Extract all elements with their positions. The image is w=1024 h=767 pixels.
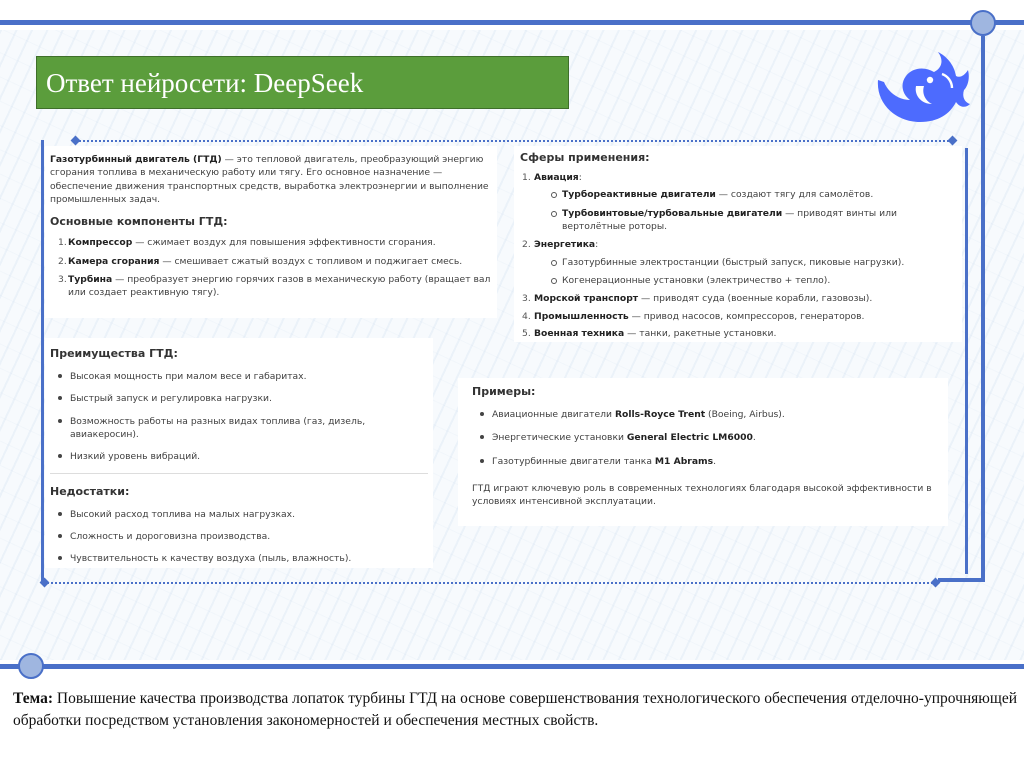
advantages-heading: Преимущества ГТД: bbox=[50, 347, 178, 360]
examples-heading: Примеры: bbox=[472, 385, 536, 398]
list-item: Авиационные двигатели Rolls-Royce Trent (Boeing, Airbus). bbox=[472, 408, 940, 421]
intro-term: Газотурбинный двигатель (ГТД) bbox=[50, 154, 222, 165]
content-frame-left bbox=[41, 140, 44, 583]
bottom-circle-ornament bbox=[18, 653, 44, 679]
components-heading: Основные компоненты ГТД: bbox=[50, 215, 228, 229]
topic-label: Тема: bbox=[13, 690, 53, 707]
list-item: 3. Морской транспорт — приводят суда (военные корабли, газовозы). bbox=[522, 293, 873, 305]
topic-text: Повышение качества производства лопаток турбины ГТД на основе совершенствования технологического обеспечения отделочно-упрочняющей обработки посредством установления закономерностей и обеспечения местных свойств. bbox=[13, 690, 1017, 729]
list-item: 2. Энергетика: Газотурбинные электростанции (быстрый запуск, пиковые нагрузки). Когенерационные установки (электричество + тепло). bbox=[520, 238, 954, 287]
examples-card bbox=[458, 378, 948, 526]
top-rule bbox=[0, 20, 1024, 25]
disadvantages-heading: Недостатки: bbox=[50, 484, 130, 498]
list-item: Энергетические установки General Electric LM6000. bbox=[472, 431, 940, 444]
definition-card bbox=[45, 146, 497, 318]
list-item: 4. Промышленность — привод насосов, компрессоров, генераторов. bbox=[522, 310, 865, 322]
deepseek-whale-logo-icon bbox=[868, 46, 972, 126]
list-item: Быстрый запуск и регулировка нагрузки. bbox=[50, 392, 428, 405]
list-item: Газотурбинные двигатели танка M1 Abrams. bbox=[472, 455, 940, 468]
list-item: 2. Камера сгорания — смешивает сжатый воздух с топливом и поджигает смесь. bbox=[58, 255, 463, 267]
intro-paragraph bbox=[50, 153, 492, 206]
slide-title-box bbox=[36, 56, 569, 109]
list-item: 3. Турбина — преобразует энергию горячих газов в механическую работу (вращает вал или создает реактивную тягу). bbox=[58, 274, 491, 299]
content-frame-right bbox=[965, 148, 968, 574]
pros-cons-card bbox=[45, 338, 433, 568]
sub-list-item: Турбореактивные двигатели — создают тягу для самолётов. bbox=[534, 188, 954, 201]
list-item: 5. Военная техника — танки, ракетные установки. bbox=[522, 328, 777, 340]
list-item: 1. Компрессор — сжимает воздух для повышения эффективности сгорания. bbox=[58, 237, 436, 249]
applications-list bbox=[520, 171, 954, 340]
list-item: Сложность и дороговизна производства. bbox=[50, 530, 428, 543]
list-item: Высокий расход топлива на малых нагрузках. bbox=[50, 508, 428, 521]
content-frame-top bbox=[76, 140, 952, 142]
slide-title: Ответ нейросети: DeepSeek bbox=[46, 68, 364, 98]
applications-heading: Сферы применения: bbox=[520, 151, 650, 164]
list-item: Чувствительность к качеству воздуха (пыль, влажность). bbox=[50, 552, 428, 565]
section-divider bbox=[50, 473, 428, 474]
advantages-list bbox=[50, 370, 428, 464]
components-list bbox=[50, 236, 492, 299]
right-rule-foot bbox=[938, 578, 985, 582]
list-item: Возможность работы на разных видах топлива (газ, дизель, авиакеросин). bbox=[50, 415, 428, 442]
examples-conclusion: ГТД играют ключевую роль в современных технологиях благодаря высокой эффективности в условиях интенсивной эксплуатации. bbox=[472, 482, 932, 508]
list-item: Низкий уровень вибраций. bbox=[50, 450, 428, 463]
right-rule bbox=[981, 36, 985, 582]
top-circle-ornament bbox=[970, 10, 996, 36]
content-frame-bottom bbox=[44, 582, 936, 584]
bottom-rule bbox=[0, 664, 1024, 669]
list-item: Высокая мощность при малом весе и габаритах. bbox=[50, 370, 428, 383]
list-item: 1. Авиация: Турбореактивные двигатели — создают тягу для самолётов. Турбовинтовые/турбовальные двигатели — приводят винты или вертолётные роторы. bbox=[520, 171, 954, 233]
examples-list bbox=[472, 408, 940, 468]
sub-list-item: Газотурбинные электростанции (быстрый запуск, пиковые нагрузки). bbox=[534, 256, 954, 269]
applications-card bbox=[514, 146, 962, 342]
sub-list-item: Турбовинтовые/турбовальные двигатели — приводят винты или вертолётные роторы. bbox=[534, 207, 954, 234]
sub-list-item: Когенерационные установки (электричество + тепло). bbox=[534, 274, 954, 287]
topic-caption bbox=[13, 688, 1017, 732]
disadvantages-list bbox=[50, 508, 428, 566]
intro-text: — это тепловой двигатель, преобразующий энергию сгорания топлива в механическую работу или тягу. Его основное назначение — обеспечение движения транспортных средств, выработка электроэнергии и выполнение промышленных задач. bbox=[50, 154, 489, 206]
